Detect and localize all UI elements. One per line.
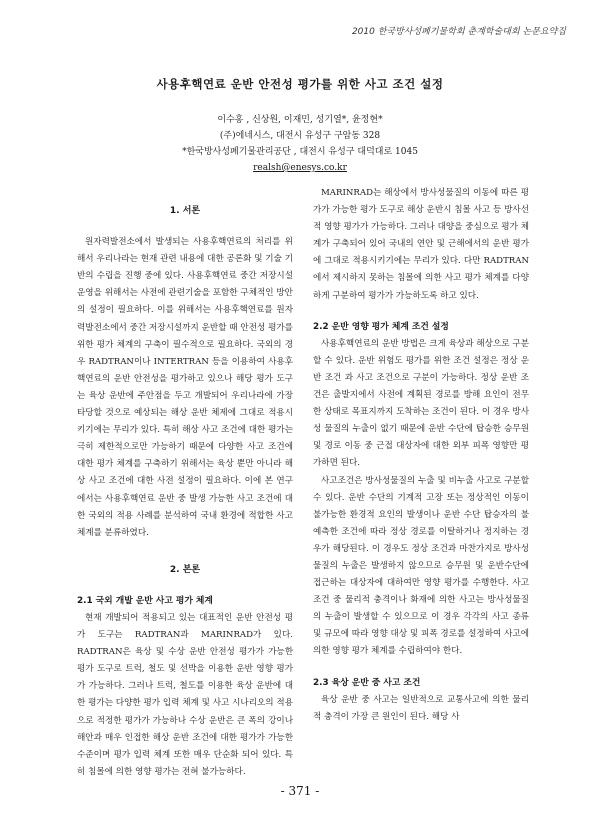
section-heading-main: 2. 본론 <box>169 564 201 575</box>
introduction-paragraph: 원자력발전소에서 발생되는 사용후핵연료의 처리를 위해서 우리나라는 현재 관련 내용에 대한 공론화 및 기술 기반의 수립을 진행 중에 있다. 사용후핵연료 중간 저장시설 운영을 위해서는 사전에 관련기술을 포함한 구체적인 방안의 설정이 필요하다. 이를 위해서는 사용후핵연료를 원자력발전소에서 중간 저장시설까지 운반할 때 안전성 평가를 위한 평가 체계의 구축이 필수적으로 필요하다. 국외의 경우 RADTRAN이나 INTERTRAN 등을 이용하여 사용후핵연료의 운반 안전성을 평가하고 있으나 해당 평가 도구는 육상 운반에 주안점을 두고 개발되어 우리나라에 가장 타당할 것으로 예상되는 해상 운반 체제에 그대로 적용시키기에는 무리가 있다. 특히 해상 사고 조건에 대한 평가는 극히 제한적으로만 가능하기 때문에 다양한 사고 조건에 대한 평가 체계를 구축하기 위해서는 육상 뿐만 아니라 해상 사고 조건에 대한 사전 설정이 필요하다. 이에 본 연구에서는 사용후핵연료 운반 중 발생 가능한 사고 조건에 대한 국외의 적용 사례를 분석하여 국내 환경에 적합한 사고 체계를 분류하였다. <box>77 237 293 538</box>
affiliation-1: (주)에네시스, 대전시 유성구 구암동 328 <box>219 131 381 141</box>
right-column <box>313 185 529 726</box>
subsection-heading-2-3: 2.3 육상 운반 중 사고 조건 <box>313 677 421 688</box>
author-block <box>0 112 600 176</box>
subsection-2-1-paragraph-2: MARINRAD는 해상에서 방사성물질의 이동에 따른 평가가 가능한 평가 도구로 해상 운반시 침몰 사고 등 방사선적 영향 평가가 가능하다. 그러나 대양을 중심으로 평가 체계가 구축되어 있어 국내의 연안 및 근해에서의 운반 평가에 그대로 적용시키기에는 무리가 있다. 다만 RADTRAN에서 제시하지 못하는 침몰에 의한 사고 평가 체계를 다양하게 구분하여 평가가 가능하도록 하고 있다. <box>313 188 529 301</box>
section-heading-introduction: 1. 서론 <box>169 206 201 216</box>
left-column <box>77 203 293 781</box>
author-names: 이수홍 , 신상원, 이재민, 성기열*, 윤정현* <box>217 115 383 125</box>
subsection-2-2-paragraph: 사용후핵연료의 운반 방법은 크게 육상과 해상으로 구분할 수 있다. 운반 위험도 평가를 위한 조건 설정은 정상 운반 조건 과 사고 조건으로 구분이 가능하다. 정상 운반 조건은 출발지에서 사전에 계획된 경로를 방해 요인이 전무한 상태로 목표지까지 도착하는 조건이 된다. 이 경우 방사성 물질의 누출이 없기 때문에 운반 수단에 탑승한 승무원 및 경로 이동 중 근접 대상자에 대한 외부 피폭 영향만 평가하면 된다. <box>313 338 529 469</box>
page-number: - 371 - <box>280 784 320 798</box>
subsection-2-3-paragraph: 육상 운반 중 사고는 일반적으로 교통사고에 의한 물리적 충격이 가장 큰 원인이 된다. 해당 사 <box>313 694 529 722</box>
author-email[interactable]: realsh@enesys.co.kr <box>253 163 347 173</box>
affiliation-2: *한국방사성폐기물관리공단 , 대전시 유성구 대덕대로 1045 <box>182 147 418 157</box>
paper-title: 사용후핵연료 운반 안전성 평가를 위한 사고 조건 설정 <box>156 77 444 91</box>
journal-running-header: 2010 한국방사성폐기물학회 춘계학술대회 논문요약집 <box>351 27 566 37</box>
subsection-heading-2-1: 2.1 국외 개발 운반 사고 평가 체계 <box>77 595 213 606</box>
subsection-2-2-paragraph-2: 사고조건은 방사성물질의 누출 및 비누출 사고로 구분할 수 있다. 운반 수단의 기계적 고장 또는 정상적인 이동이 불가능한 환경적 요인의 발생이나 운반 수단 탑승자의 불예측한 조건에 따라 정상 경로를 이탈하거나 정지하는 경우가 해당된다. 이 경우도 정상 조건과 마찬가지로 방사성물질의 누출은 발생하지 않으므로 승무원 및 운반수단에 접근하는 대상자에 대하여만 영향 평가를 수행한다. 사고 조건 중 물리적 충격이나 화재에 의한 사고는 방사성물질의 누출이 발생할 수 있으므로 이 경우 각각의 사고 종류 및 규모에 따라 영향 대상 및 피폭 경로를 설정하여 사고에 의한 영향 평가 체계를 수립하여야 한다. <box>313 475 529 657</box>
subsection-2-1-paragraph: 현재 개발되어 적용되고 있는 대표적인 운반 안전성 평가 도구는 RADTRAN과 MARINRAD가 있다. RADTRAN은 육상 및 수상 운반 안전성 평가가 가능한 평가 도구로 트럭, 철도 및 선박을 이용한 운반 영향 평가가 가능하다. 그러나 트럭, 철도를 이용한 육상 운반에 대한 평가는 다양한 평가 입력 체계 및 사고 시나리오의 적용으로 적정한 평가가 가능하나 수상 운반은 큰 폭의 강이나 해안과 매우 인접한 해상 운반 조건에 대한 평가가 가능한 수준이며 평가 입력 체계 또한 매우 단순화 되어 있다. 특히 침몰에 의한 영향 평가는 전혀 불가능하다. <box>77 612 293 777</box>
subsection-heading-2-2: 2.2 운반 영향 평가 체계 조건 설정 <box>313 321 449 332</box>
